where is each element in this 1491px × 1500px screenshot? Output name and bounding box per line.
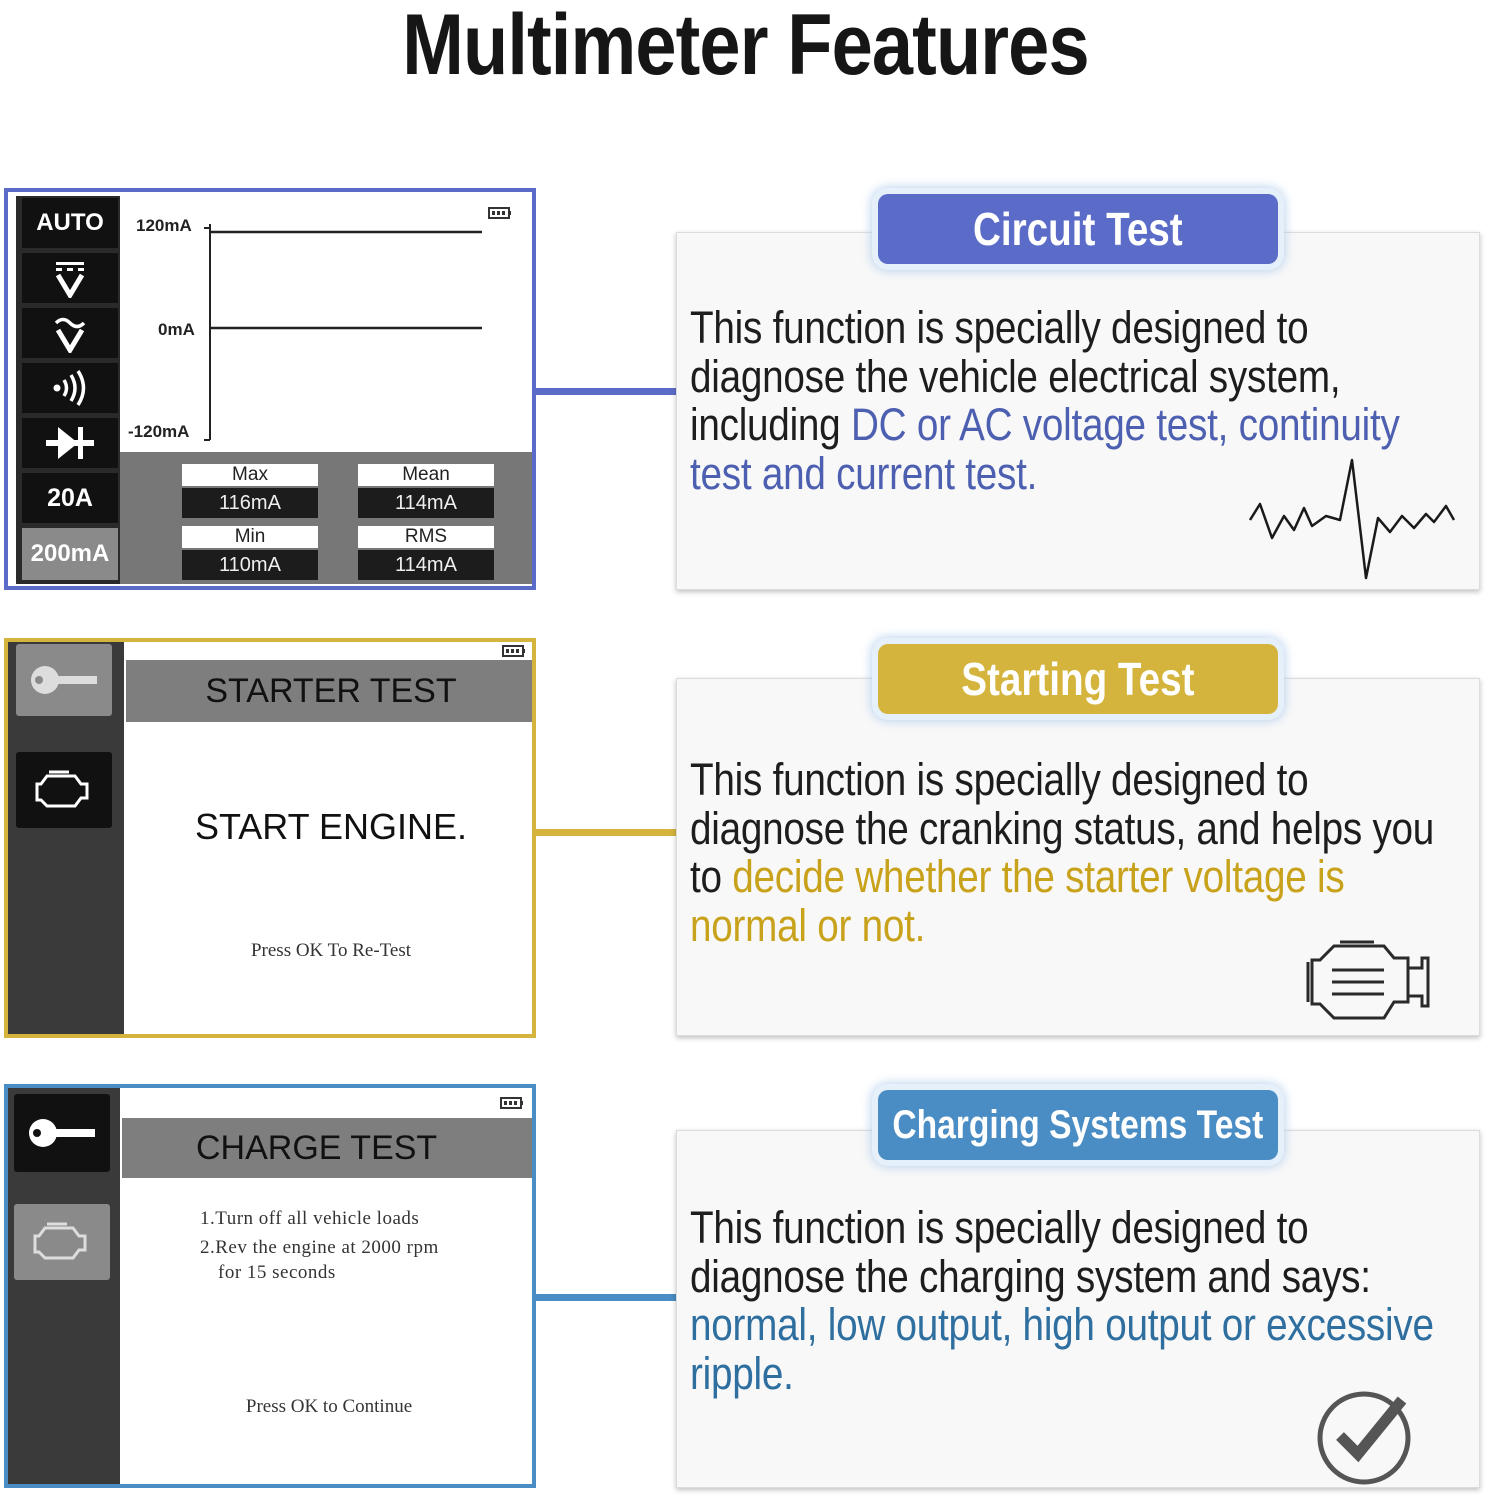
starting-connector-line bbox=[536, 829, 676, 836]
circuit-test-screen bbox=[4, 188, 536, 590]
key-icon bbox=[27, 1116, 97, 1150]
mode-sidebar bbox=[16, 196, 120, 584]
retest-instruction: Press OK To Re-Test bbox=[250, 940, 412, 961]
circuit-desc-text: This function is specially designed to diagnose the vehicle electrical system, including bbox=[690, 302, 1341, 450]
20a-range-button[interactable]: 20A bbox=[22, 473, 118, 523]
charge-step-1: 1.Turn off all vehicle loads bbox=[200, 1208, 420, 1229]
dc-voltage-icon bbox=[50, 258, 90, 298]
charge-step-2: 2.Rev the engine at 2000 rpm bbox=[200, 1237, 439, 1258]
starting-desc-text: This function is specially designed to diagnose the cranking status, and helps you to bbox=[690, 754, 1435, 902]
circuit-test-badge: Circuit Test bbox=[878, 194, 1278, 264]
page-title: Multimeter Features bbox=[402, 0, 1089, 93]
engine-button[interactable] bbox=[14, 1204, 110, 1280]
engine-icon bbox=[35, 768, 93, 812]
starting-test-description bbox=[690, 756, 1470, 950]
continuity-button[interactable] bbox=[22, 363, 118, 413]
stat-rms-value: 114mA bbox=[358, 550, 494, 580]
stat-max-value: 116mA bbox=[182, 488, 318, 518]
key-button[interactable] bbox=[14, 1094, 110, 1172]
battery-icon bbox=[500, 1096, 524, 1110]
axis-label-bottom: -120mA bbox=[128, 422, 190, 441]
battery-icon bbox=[502, 644, 526, 658]
charge-step-2-cont: for 15 seconds bbox=[218, 1262, 336, 1283]
continue-instruction: Press OK to Continue bbox=[245, 1396, 413, 1417]
200ma-range-button[interactable]: 200mA bbox=[22, 528, 118, 580]
charging-test-description bbox=[690, 1204, 1470, 1398]
dc-voltage-button[interactable] bbox=[22, 253, 118, 303]
heartbeat-icon bbox=[1248, 458, 1458, 583]
charge-test-header: CHARGE TEST bbox=[122, 1118, 536, 1178]
ac-voltage-button[interactable] bbox=[22, 308, 118, 358]
key-button[interactable] bbox=[16, 644, 112, 716]
starting-test-badge: Starting Test bbox=[878, 644, 1278, 714]
diode-button[interactable] bbox=[22, 418, 118, 468]
checkmark-icon bbox=[1316, 1386, 1416, 1486]
charging-connector-line bbox=[536, 1294, 676, 1301]
continuity-icon bbox=[48, 368, 92, 408]
charging-test-badge: Charging Systems Test bbox=[878, 1090, 1278, 1160]
engine-button[interactable] bbox=[16, 752, 112, 828]
stat-mean-value: 114mA bbox=[358, 488, 494, 518]
ac-voltage-icon bbox=[50, 313, 90, 353]
start-engine-message: START ENGINE. bbox=[194, 806, 468, 847]
current-graph bbox=[202, 214, 502, 444]
charge-test-screen bbox=[4, 1084, 536, 1488]
starting-desc-highlight: decide whether the starter voltage is normal or not. bbox=[690, 851, 1345, 951]
circuit-connector-line bbox=[536, 388, 676, 395]
axis-label-top: 120mA bbox=[136, 216, 192, 235]
stat-rms-label: RMS bbox=[358, 526, 494, 548]
stat-mean-label: Mean bbox=[358, 464, 494, 486]
stat-max-label: Max bbox=[182, 464, 318, 486]
engine-outline-icon bbox=[1304, 940, 1434, 1024]
diode-icon bbox=[44, 423, 96, 463]
key-icon bbox=[29, 663, 99, 697]
auto-mode-button[interactable]: AUTO bbox=[22, 198, 118, 248]
stat-min-label: Min bbox=[182, 526, 318, 548]
starter-test-screen bbox=[4, 638, 536, 1038]
circuit-desc-highlight: DC or AC voltage test, continuity test and current test. bbox=[690, 399, 1400, 499]
charging-desc-text: This function is specially designed to diagnose the charging system and says: bbox=[690, 1202, 1371, 1302]
axis-label-mid: 0mA bbox=[158, 320, 195, 339]
starter-test-header: STARTER TEST bbox=[126, 660, 536, 722]
stats-panel bbox=[120, 452, 536, 584]
charging-desc-highlight: normal, low output, high output or excessive ripple. bbox=[690, 1299, 1434, 1399]
engine-icon bbox=[33, 1220, 91, 1264]
stat-min-value: 110mA bbox=[182, 550, 318, 580]
